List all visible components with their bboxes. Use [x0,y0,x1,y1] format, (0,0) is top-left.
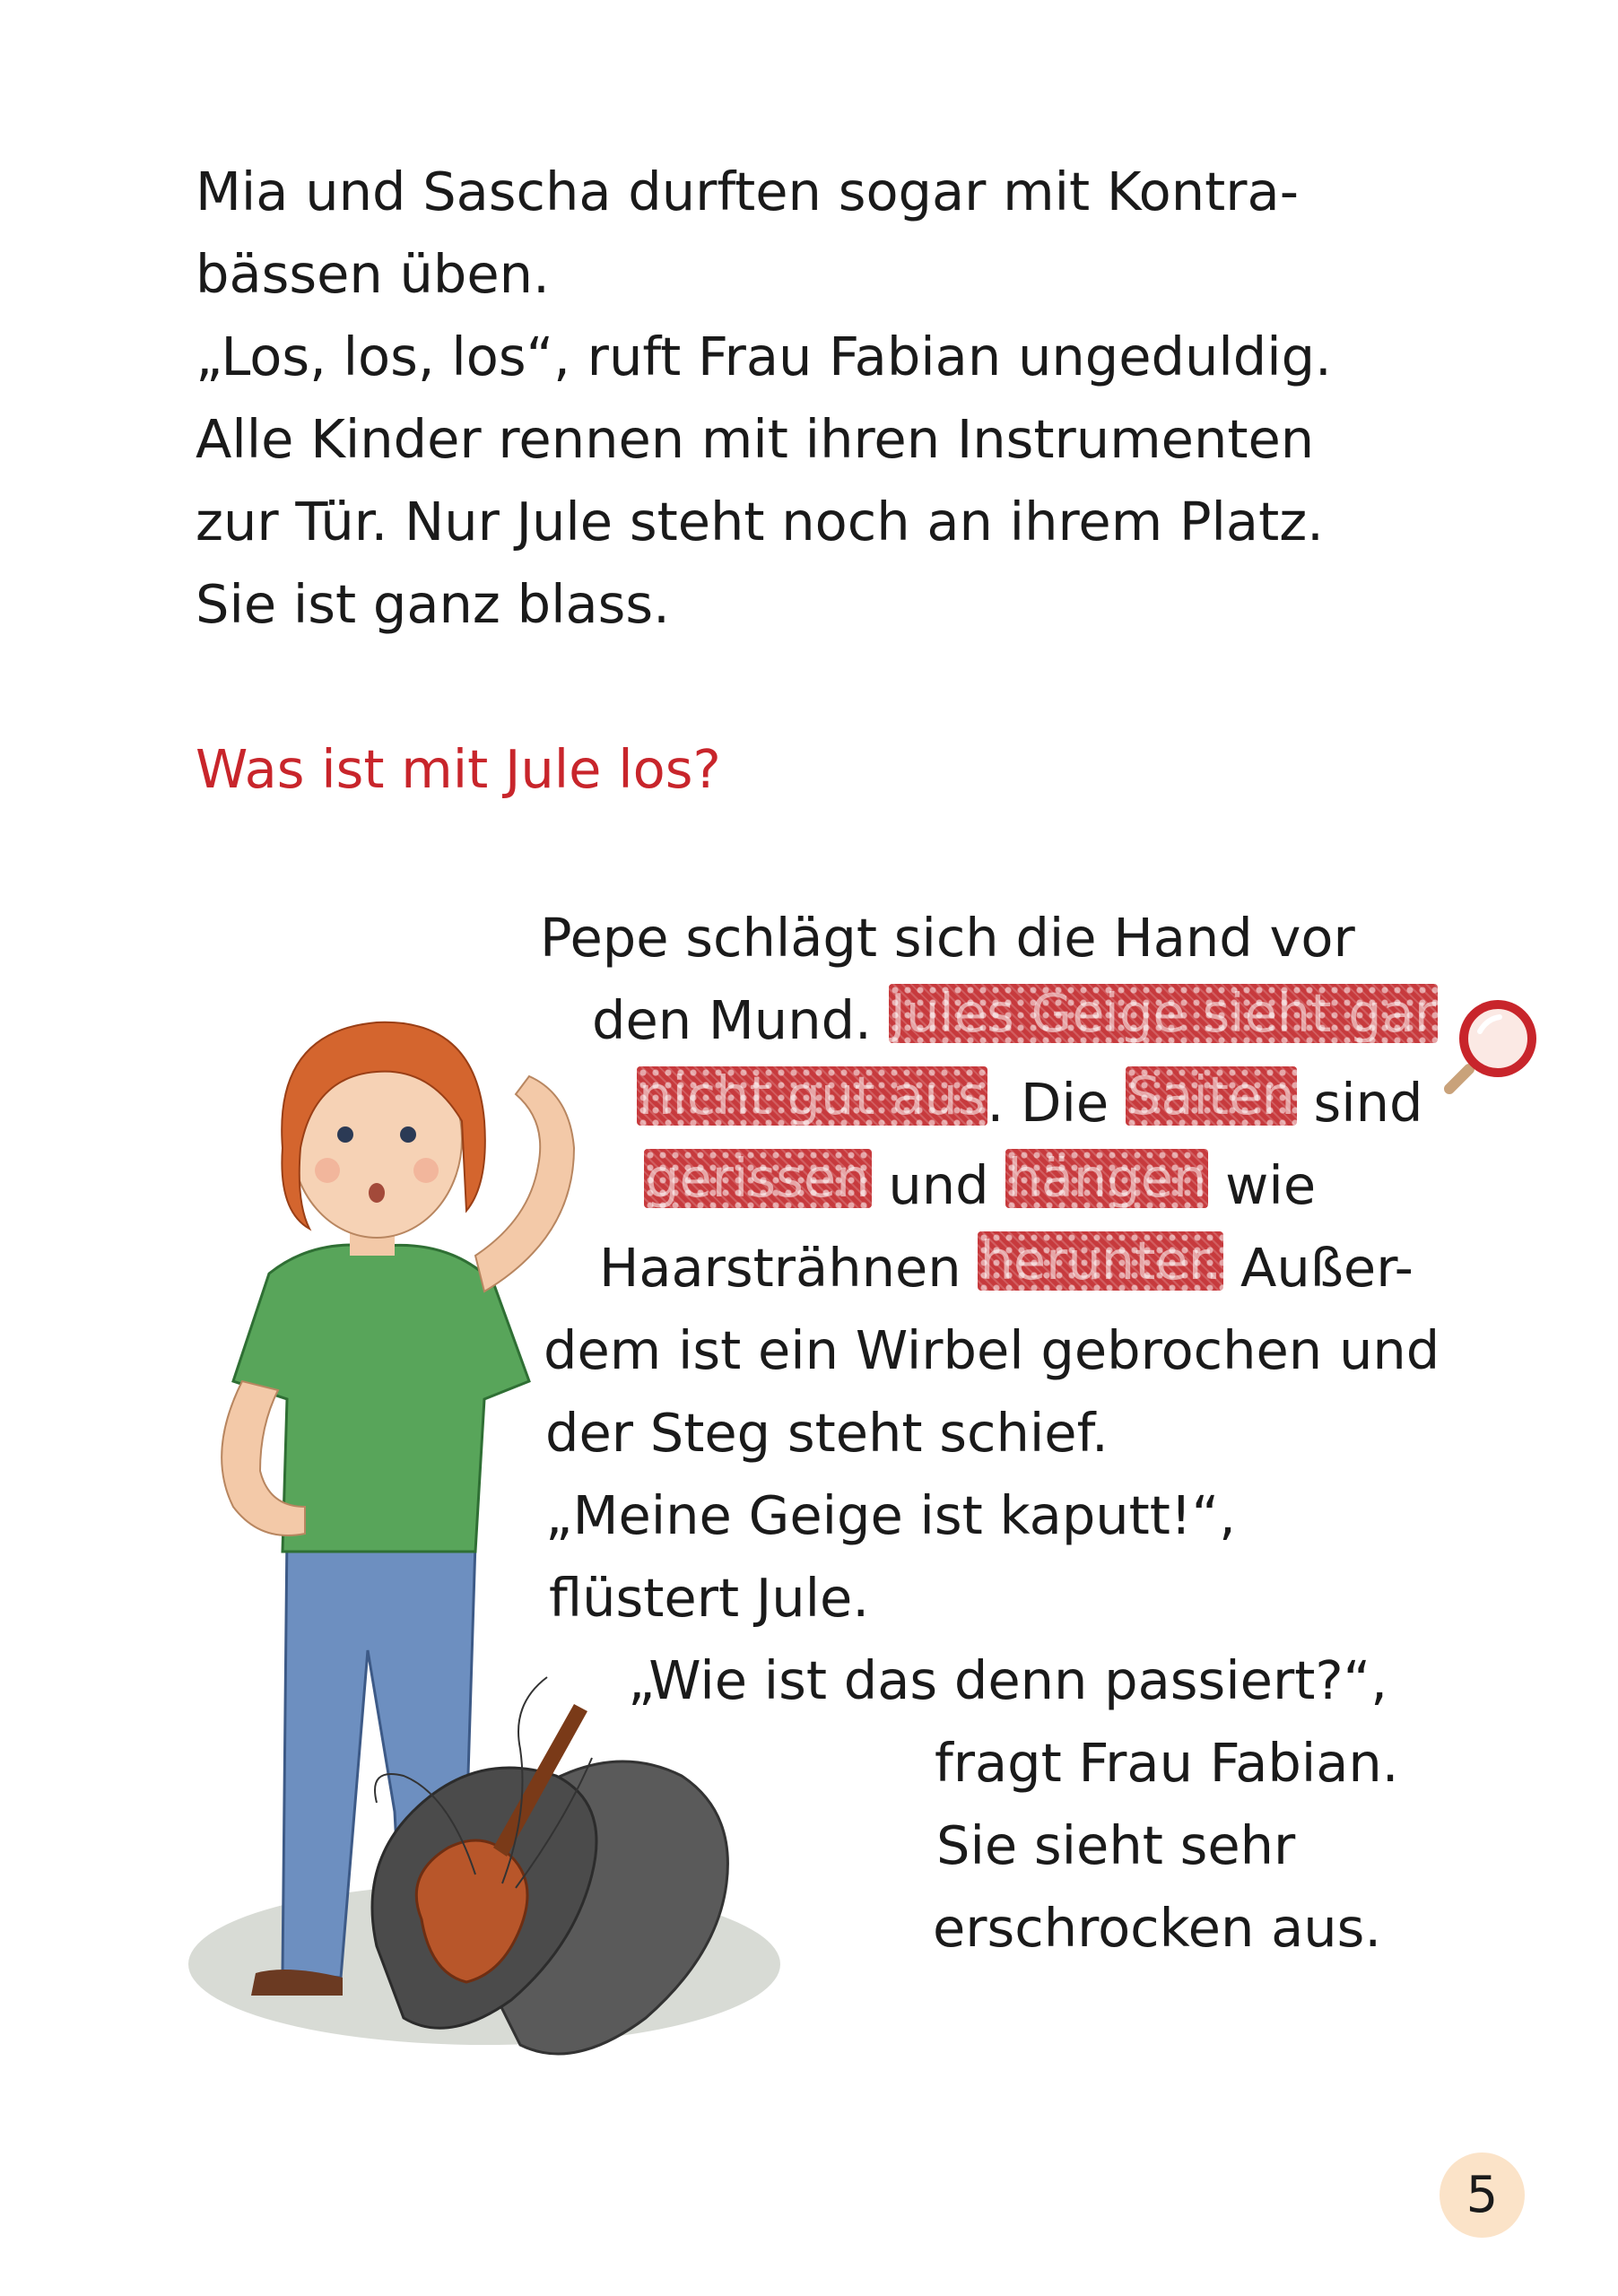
text-segment: den Mund. [592,989,889,1051]
text-segment: wie [1208,1154,1317,1216]
right-cheek [413,1158,439,1183]
redacted-text-blank[interactable]: Saiten [1127,1065,1295,1126]
redacted-text-blank[interactable]: hängen [1007,1147,1207,1209]
paragraph-2-line-9: flüstert Jule. [549,1567,870,1629]
redacted-text-blank[interactable]: Jules Geige sieht gar [890,982,1437,1044]
page-number: 5 [1440,2152,1525,2238]
text-segment: Haarsträhnen [599,1237,979,1299]
redacted-text-blank[interactable]: herunter. [979,1230,1222,1292]
text-segment: und [871,1154,1006,1216]
girl-with-broken-violin-illustration [108,915,915,2117]
text-segment: Außer- [1223,1237,1414,1299]
redacted-text-blank[interactable]: nicht gut aus [639,1065,986,1126]
paragraph-2-line-13: erschrocken aus. [933,1897,1382,1959]
paragraph-1-line-4: Alle Kinder rennen mit ihren Instrumenten [196,408,1315,470]
redacted-text-blank[interactable]: gerissen [646,1147,870,1209]
left-cheek [315,1158,340,1183]
paragraph-1-line-5: zur Tür. Nur Jule steht noch an ihrem Platz. [196,491,1324,552]
paragraph-2-line-1: Pepe schlägt sich die Hand vor [540,907,1355,969]
paragraph-1-line-1: Mia und Sascha durften sogar mit Kontra- [196,161,1299,222]
paragraph-2-line-12: Sie sieht sehr [936,1814,1296,1876]
paragraph-2-line-10: „Wie ist das denn passiert?“, [628,1649,1387,1711]
left-eye [337,1126,353,1143]
paragraph-2-line-11: fragt Frau Fabian. [935,1732,1399,1794]
paragraph-2-line-6: dem ist ein Wirbel gebrochen und [544,1319,1440,1381]
magnifying-glass-icon[interactable] [1444,996,1561,1094]
text-segment: sind [1296,1072,1423,1134]
paragraph-2-line-8: „Meine Geige ist kaputt!“, [545,1484,1236,1546]
paragraph-2-line-7: der Steg steht schief. [545,1402,1109,1464]
magnifier-handle [1449,1069,1469,1089]
right-eye [400,1126,416,1143]
mouth [369,1183,385,1203]
raised-arm [475,1076,574,1292]
comprehension-question: Was ist mit Jule los? [196,738,721,800]
paragraph-1-line-3: „Los, los, los“, ruft Frau Fabian ungeduldig. [196,326,1332,387]
paragraph-1-line-6: Sie ist ganz blass. [196,573,670,635]
paragraph-1-line-2: bässen üben. [196,243,550,305]
text-segment: . Die [987,1072,1126,1134]
